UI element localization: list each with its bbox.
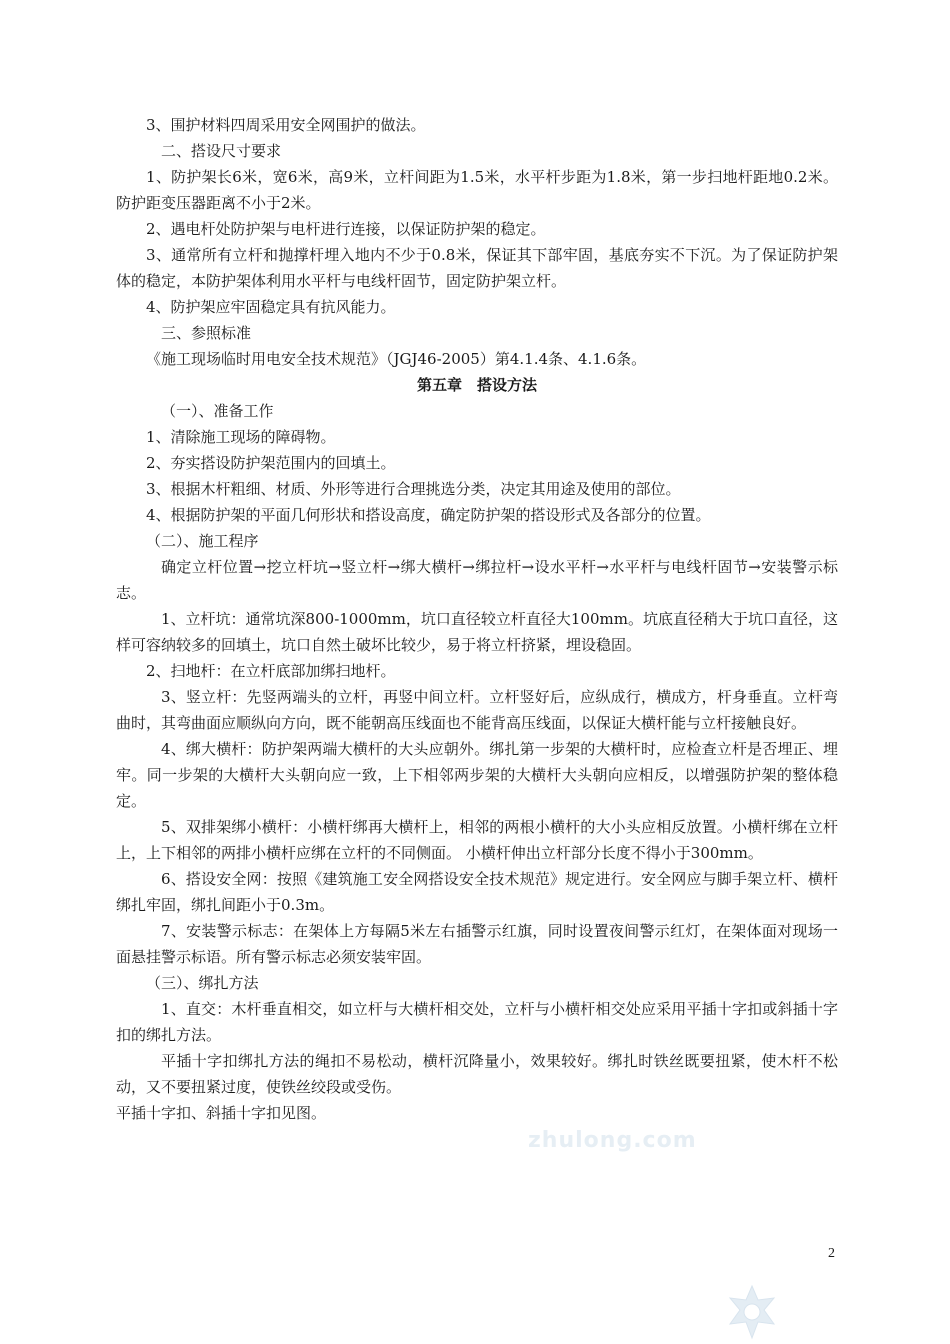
paragraph: （二）、施工程序 <box>146 532 259 550</box>
paragraph: 3、围护材料四周采用安全网围护的做法。 <box>146 116 426 134</box>
paragraph: 1、清除施工现场的障碍物。 <box>146 428 336 446</box>
page-number: 2 <box>828 1246 835 1261</box>
paragraph: （一）、准备工作 <box>161 402 274 420</box>
document-body <box>116 112 838 1126</box>
snowflake-logo-icon <box>722 1282 782 1342</box>
paragraph: 3、根据木杆粗细、材质、外形等进行合理挑选分类，决定其用途及使用的部位。 <box>146 480 681 498</box>
paragraph: 确定立杆位置→挖立杆坑→竖立杆→绑大横杆→绑拉杆→设水平杆→水平杆与电线杆固节→安装警示标志。 <box>116 558 838 602</box>
paragraph: （三）、绑扎方法 <box>146 974 259 992</box>
paragraph: 4、防护架应牢固稳定具有抗风能力。 <box>146 298 396 316</box>
paragraph: 三、参照标准 <box>161 324 252 342</box>
paragraph: 1、防护架长6米，宽6米，高9米，立杆间距为1.5米，水平杆步距为1.8米，第一步扫地杆距地0.2米。防护距变压器距离不小于2米。 <box>116 168 838 212</box>
watermark-text: zhulong.com <box>528 1128 697 1153</box>
paragraph: 6、搭设安全网：按照《建筑施工安全网搭设安全技术规范》规定进行。安全网应与脚手架立杆、横杆绑扎牢固，绑扎间距小于0.3m。 <box>116 870 838 914</box>
paragraph: 2、遇电杆处防护架与电杆进行连接，以保证防护架的稳定。 <box>146 220 546 238</box>
paragraph: 5、双排架绑小横杆：小横杆绑再大横杆上，相邻的两根小横杆的大小头应相反放置。小横杆绑在立杆上，上下相邻的两排小横杆应绑在立杆的不同侧面。 小横杆伸出立杆部分长度不得小于300mm。 <box>116 818 838 862</box>
chapter-heading: 第五章 搭设方法 <box>416 376 537 394</box>
paragraph: 7、安装警示标志：在架体上方每隔5米左右插警示红旗，同时设置夜间警示红灯，在架体面对现场一面悬挂警示标语。所有警示标志必须安装牢固。 <box>116 922 838 966</box>
paragraph: 2、扫地杆：在立杆底部加绑扫地杆。 <box>146 662 396 680</box>
paragraph: 4、绑大横杆：防护架两端大横杆的大头应朝外。绑扎第一步架的大横杆时，应检查立杆是否埋正、埋牢。同一步架的大横杆大头朝向应一致，上下相邻两步架的大横杆大头朝向应相反，以增强防护架的整体稳定。 <box>116 740 838 810</box>
paragraph: 3、通常所有立杆和抛撑杆埋入地内不少于0.8米，保证其下部牢固，基底夯实不下沉。为了保证防护架体的稳定，本防护架体利用水平杆与电线杆固节，固定防护架立杆。 <box>116 246 838 290</box>
paragraph: 平插十字扣、斜插十字扣见图。 <box>116 1104 327 1122</box>
paragraph: 《施工现场临时用电安全技术规范》（JGJ46-2005）第4.1.4条、4.1.6条。 <box>146 350 647 368</box>
paragraph: 2、夯实搭设防护架范围内的回填土。 <box>146 454 396 472</box>
paragraph: 1、立杆坑：通常坑深800-1000mm，坑口直径较立杆直径大100mm。坑底直径稍大于坑口直径，这样可容纳较多的回填土，坑口自然土破坏比较少，易于将立杆挤紧，埋设稳固。 <box>116 610 838 654</box>
paragraph: 二、搭设尺寸要求 <box>161 142 282 160</box>
paragraph: 4、根据防护架的平面几何形状和搭设高度，确定防护架的搭设形式及各部分的位置。 <box>146 506 711 524</box>
paragraph: 1、直交：木杆垂直相交，如立杆与大横杆相交处，立杆与小横杆相交处应采用平插十字扣或斜插十字扣的绑扎方法。 <box>116 1000 838 1044</box>
paragraph: 3、竖立杆：先竖两端头的立杆，再竖中间立杆。立杆竖好后，应纵成行，横成方，杆身垂直。立杆弯曲时，其弯曲面应顺纵向方向，既不能朝高压线面也不能背高压线面，以保证大横杆能与立杆接触良好。 <box>116 688 838 732</box>
paragraph: 平插十字扣绑扎方法的绳扣不易松动，横杆沉降量小，效果较好。绑扎时铁丝既要扭紧，使木杆不松动，又不要扭紧过度，使铁丝绞段或受伤。 <box>116 1052 838 1096</box>
